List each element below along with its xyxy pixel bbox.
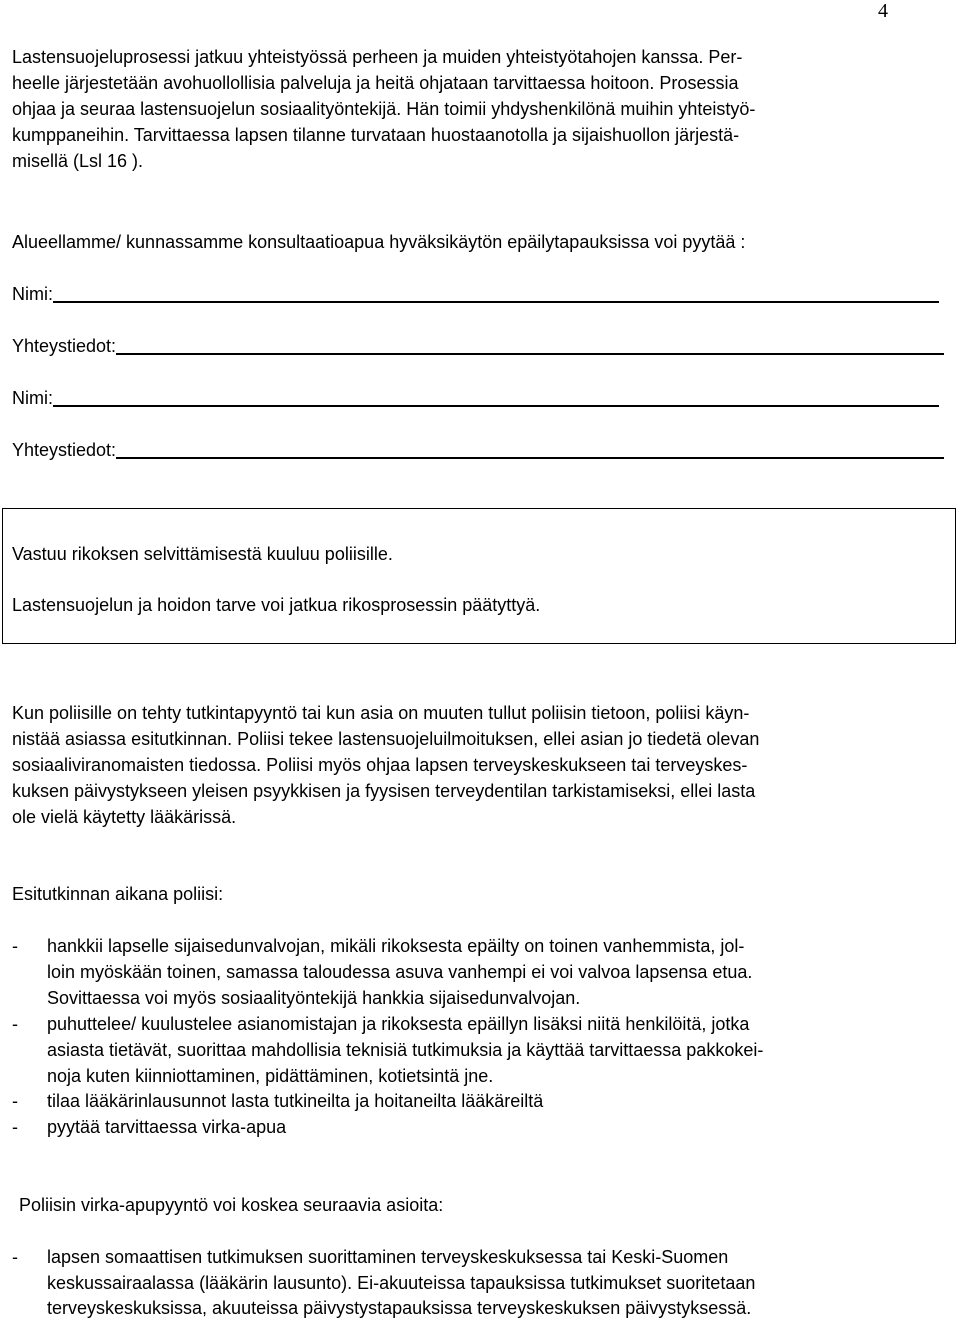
intro-line: ohjaa ja seuraa lastensuojelun sosiaalityöntekijä. Hän toimii yhdyshenkilönä muihin yhteistyö- [12, 99, 756, 119]
intro-line: heelle järjestetään avohuollollisia palveluja ja heitä ohjataan tarvittaessa hoitoon. Prosessia [12, 73, 739, 93]
list-item-line: lapsen somaattisen tutkimuksen suorittaminen terveyskeskuksessa tai Keski-Suomen [47, 1247, 729, 1267]
investigation-heading: Esitutkinnan aikana poliisi: [12, 884, 224, 904]
list-item-line: pyytää tarvittaessa virka-apua [47, 1117, 287, 1137]
police-line: Kun poliisille on tehty tutkintapyyntö tai kun asia on muuten tullut poliisin tietoon, poliisi käyn- [12, 703, 750, 723]
police-line: sosiaaliviranomaisten tiedossa. Poliisi myös ohjaa lapsen terveyskeskukseen tai terveyskes- [12, 755, 748, 775]
intro-line: misellä (Lsl 16 ). [12, 151, 144, 171]
list-dash: - [12, 1014, 18, 1034]
list-dash: - [12, 1247, 18, 1267]
list-item-line: noja kuten kiinniottaminen, pidättäminen, kotietsintä jne. [47, 1066, 494, 1086]
contact-field-1[interactable] [12, 333, 944, 359]
list-item-line: Sovittaessa voi myös sosiaalityöntekijä hankkia sijaisedunvalvojan. [47, 988, 581, 1008]
intro-line: Lastensuojeluprosessi jatkuu yhteistyössä perheen ja muiden yhteistyötahojen kanssa. Per- [12, 47, 743, 67]
box-line: Lastensuojelun ja hoidon tarve voi jatkua rikosprosessin päätyttyä. [12, 595, 541, 615]
list-item-line: loin myöskään toinen, samassa taloudessa asuva vanhempi ei voi valvoa lapsensa etua. [47, 962, 753, 982]
list-dash: - [12, 1117, 18, 1137]
police-line: nistää asiassa esitutkinnan. Poliisi tekee lastensuojeluilmoituksen, ellei asian jo tiedetä olevan [12, 729, 760, 749]
list-dash: - [12, 936, 18, 956]
responsibility-box [2, 508, 956, 644]
assistance-heading: Poliisin virka-apupyyntö voi koskea seuraavia asioita: [19, 1195, 444, 1215]
page-number: 4 [878, 0, 888, 22]
list-dash: - [12, 1091, 18, 1111]
field-label: Nimi: [12, 388, 53, 408]
police-line: ole vielä käytetty lääkärissä. [12, 807, 237, 827]
intro-line: kumppaneihin. Tarvittaessa lapsen tilanne turvataan huostaanotolla ja sijaishuollon järjestä- [12, 125, 740, 145]
fill-in-line[interactable] [116, 353, 944, 355]
fill-in-line[interactable] [53, 301, 939, 303]
list-item-line: asiasta tietävät, suorittaa mahdollisia teknisiä tutkimuksia ja käyttää tarvittaessa pakkokei- [47, 1040, 764, 1060]
name-field-2[interactable] [12, 385, 939, 411]
consultation-heading: Alueellamme/ kunnassamme konsultaatioapua hyväksikäytön epäilytapauksissa voi pyytää : [12, 232, 746, 252]
field-label: Yhteystiedot: [12, 336, 117, 356]
name-field-1[interactable] [12, 281, 939, 307]
fill-in-line[interactable] [53, 405, 939, 407]
box-line: Vastuu rikoksen selvittämisestä kuuluu poliisille. [12, 544, 393, 564]
police-line: kuksen päivystykseen yleisen psyykkisen ja fyysisen terveydentilan tarkistamiseksi, ellei lasta [12, 781, 756, 801]
list-item-line: puhuttelee/ kuulustelee asianomistajan ja rikoksesta epäillyn lisäksi niitä henkilöitä, jotka [47, 1014, 750, 1034]
list-item-line: keskussairaalassa (lääkärin lausunto). Ei-akuuteissa tapauksissa tutkimukset suoritetaan [47, 1273, 756, 1293]
fill-in-line[interactable] [116, 457, 944, 459]
field-label: Yhteystiedot: [12, 440, 117, 460]
list-item-line: tilaa lääkärinlausunnot lasta tutkineilta ja hoitaneilta lääkäreiltä [47, 1091, 544, 1111]
field-label: Nimi: [12, 284, 53, 304]
list-item-line: terveyskeskuksissa, akuuteissa päivystystapauksissa terveyskeskuksen päivystyksessä. [47, 1298, 752, 1318]
list-item-line: hankkii lapselle sijaisedunvalvojan, mikäli rikoksesta epäilty on toinen vanhemmista, jol- [47, 936, 745, 956]
contact-field-2[interactable] [12, 437, 944, 463]
